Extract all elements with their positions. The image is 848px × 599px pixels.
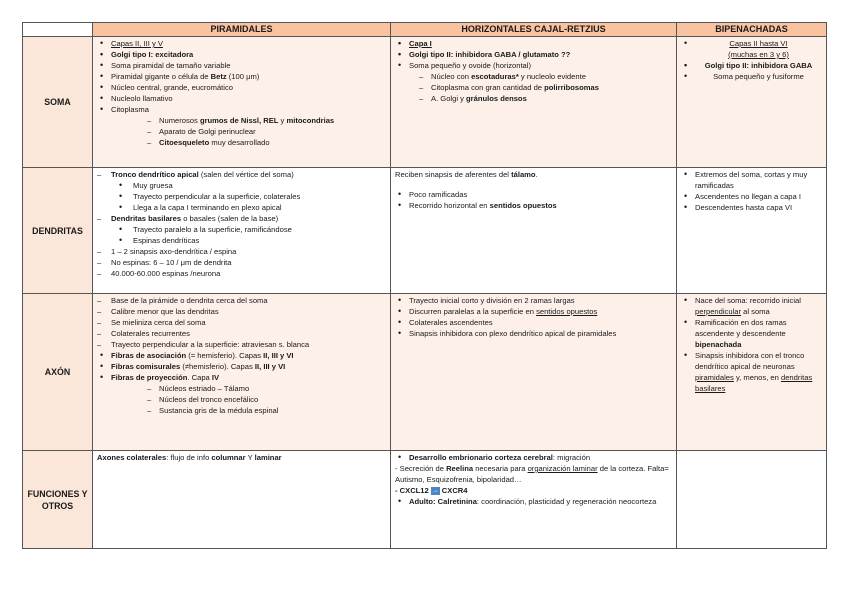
list-item	[395, 60, 672, 71]
list-item	[97, 350, 386, 361]
text: - CXCL12	[395, 486, 429, 495]
list-item	[681, 71, 822, 82]
list-item	[97, 372, 386, 383]
text: Citoesqueleto	[159, 138, 210, 147]
text-line	[395, 169, 672, 180]
text: Recorrido horizontal en	[409, 201, 490, 210]
list-item	[97, 246, 386, 257]
text: Y	[245, 453, 255, 462]
text: Trayecto perpendicular a la superficie, colaterales	[133, 192, 301, 201]
text: Ramificación en dos ramas ascendente y descendente	[695, 318, 787, 338]
list-item	[395, 93, 672, 104]
text: - Secreción de	[395, 464, 447, 473]
text: (100 μm)	[226, 72, 260, 81]
text: Sinapsis inhibidora con plexo dendrítico apical de piramidales	[409, 329, 617, 338]
corner-cell	[23, 23, 93, 37]
list-item	[395, 71, 672, 82]
text: Piramidal gigante o célula de	[111, 72, 211, 81]
header-piramidales: PIRAMIDALES	[93, 23, 391, 37]
text: Numerosos	[159, 116, 200, 125]
text: Se mieliniza cerca del soma	[111, 318, 206, 327]
list-item	[97, 224, 386, 235]
neuron-comparison-table	[22, 22, 827, 549]
text: o basales (salen de la base)	[181, 214, 279, 223]
text: Núcleos estriado – Tálamo	[159, 384, 250, 393]
text: Descendentes hasta capa VI	[695, 203, 793, 212]
list-item	[97, 180, 386, 191]
row-label-soma: SOMA	[23, 37, 93, 168]
text: sentidos opuestos	[536, 307, 598, 316]
text: y	[278, 116, 287, 125]
text: Citoplasma	[111, 105, 149, 114]
text: Núcleo con	[431, 72, 472, 81]
text: Nace del soma: recorrido inicial	[695, 296, 801, 305]
text: y nucleolo evidente	[518, 72, 586, 81]
text: (muchas en 3 y 6)	[728, 50, 789, 59]
text: (= hemisferio). Capas	[186, 351, 264, 360]
text: . Capa	[187, 373, 212, 382]
text: Adulto: Calretinina	[409, 497, 477, 506]
arrow-right-icon: →	[432, 488, 439, 494]
list-item	[395, 496, 672, 507]
text-line	[395, 485, 672, 496]
list-item	[97, 383, 386, 394]
soma-bipenachadas-cell	[677, 37, 827, 168]
text: Trayecto paralelo a la superficie, ramificándose	[133, 225, 292, 234]
funciones-piramidales-cell	[93, 451, 391, 549]
text: Reelina	[446, 464, 474, 473]
text: Muy gruesa	[133, 181, 173, 190]
funciones-horizontales-cell	[391, 451, 677, 549]
soma-piramidales-cell	[93, 37, 391, 168]
capa-text: Capa I	[409, 39, 432, 48]
text: Colaterales ascendentes	[409, 318, 493, 327]
text: Espinas dendríticas	[133, 236, 200, 245]
list-item	[97, 257, 386, 268]
text: A. Golgi y	[431, 94, 467, 103]
text: polirribosomas	[544, 83, 599, 92]
soma-shape-text: Soma piramidal de tamaño variable	[111, 61, 231, 70]
text: y, menos, en	[733, 373, 781, 382]
text: 1 – 2 sinapsis axo-dendrítica / espina	[111, 247, 237, 256]
text: II, III y VI	[263, 351, 294, 360]
row-label-funciones: FUNCIONES Y OTROS	[23, 451, 93, 549]
text: Núcleos del tronco encefálico	[159, 395, 259, 404]
list-item	[395, 38, 672, 49]
list-item	[681, 202, 822, 213]
list-item	[97, 306, 386, 317]
row-soma	[23, 37, 827, 168]
row-axon	[23, 294, 827, 451]
text: escotaduras*	[471, 72, 519, 81]
list-item	[97, 82, 386, 93]
list-item	[681, 191, 822, 202]
list-item	[97, 317, 386, 328]
list-item	[97, 213, 386, 224]
text: tálamo	[511, 170, 536, 179]
list-item	[97, 361, 386, 372]
capas-text: Capas II, III y V	[111, 39, 163, 48]
text: Sinapsis inhibidora con el tronco dendrítico apical de neuronas	[695, 351, 805, 371]
text: al soma	[741, 307, 770, 316]
row-funciones	[23, 451, 827, 549]
list-item	[97, 405, 386, 416]
text: Trayecto perpendicular a la superficie: atraviesan s. blanca	[111, 340, 310, 349]
text: Nucleolo llamativo	[111, 94, 173, 103]
text: Soma pequeño y ovoide (horizontal)	[409, 61, 531, 70]
betz-text: Betz	[210, 72, 227, 81]
text: No espinas: 6 – 10 / μm de dendrita	[111, 258, 232, 267]
text: Fibras comisurales	[111, 362, 181, 371]
golgi-text: Golgi tipo II: inhibidora GABA / glutamato ??	[409, 50, 571, 59]
text: piramidales	[695, 373, 734, 382]
list-item	[681, 38, 822, 60]
text: Trayecto inicial corto y división en 2 ramas largas	[409, 296, 575, 305]
text: de la corteza. Falta= Autismo, Esquizofrenia, bipolaridad…	[395, 464, 669, 484]
list-item	[395, 189, 672, 200]
list-item	[395, 49, 672, 60]
list-item	[97, 339, 386, 350]
text: organización laminar	[527, 464, 598, 473]
text: II, III y VI	[254, 362, 286, 371]
text: Dendritas basilares	[111, 214, 182, 223]
list-item	[97, 169, 386, 180]
list-item	[97, 235, 386, 246]
text: Discurren paralelas a la superficie en	[409, 307, 537, 316]
dendritas-horizontales-cell	[391, 168, 677, 294]
list-item	[97, 60, 386, 71]
text: Llega a la capa I terminando en plexo apical	[133, 203, 282, 212]
text: columnar	[211, 453, 246, 462]
text: Desarrollo embrionario corteza cerebral	[409, 453, 553, 462]
text: gránulos densos	[466, 94, 527, 103]
text: Colaterales recurrentes	[111, 329, 190, 338]
header-horizontales: HORIZONTALES CAJAL-RETZIUS	[391, 23, 677, 37]
golgi-text: Golgi tipo II: inhibidora GABA	[704, 61, 813, 70]
list-item	[97, 268, 386, 279]
list-item	[681, 169, 822, 191]
list-item	[97, 137, 386, 148]
list-item	[395, 200, 672, 211]
text: Tronco dendrítico apical	[111, 170, 199, 179]
text: laminar	[254, 453, 282, 462]
text: perpendicular	[695, 307, 742, 316]
text: Reciben sinapsis de aferentes del	[395, 170, 512, 179]
text: Poco ramificadas	[409, 190, 468, 199]
list-item	[97, 71, 386, 82]
dendritas-bipenachadas-cell	[677, 168, 827, 294]
list-item	[395, 452, 672, 463]
dendritas-piramidales-cell	[93, 168, 391, 294]
list-item	[97, 115, 386, 126]
list-item	[97, 104, 386, 115]
list-item	[681, 350, 822, 394]
text-line	[395, 463, 672, 485]
text: IV	[211, 373, 220, 382]
row-dendritas	[23, 168, 827, 294]
axon-bipenachadas-cell	[677, 294, 827, 451]
axon-piramidales-cell	[93, 294, 391, 451]
header-row	[23, 23, 827, 37]
text: : migración	[552, 453, 591, 462]
text: (salen del vértice del soma)	[198, 170, 294, 179]
header-bipenachadas: BIPENACHADAS	[677, 23, 827, 37]
list-item	[395, 317, 672, 328]
list-item	[97, 126, 386, 137]
row-label-axon: AXÓN	[23, 294, 93, 451]
text: Fibras de asociación	[111, 351, 187, 360]
list-item	[681, 60, 822, 71]
list-item	[97, 49, 386, 60]
list-item	[97, 328, 386, 339]
capas-text: Capas II hasta VI	[729, 39, 788, 48]
list-item	[97, 191, 386, 202]
list-item	[395, 295, 672, 306]
text: CXCR4	[441, 486, 468, 495]
text: grumos de Nissl, REL	[199, 116, 279, 125]
text: Citoplasma con gran cantidad de	[431, 83, 545, 92]
list-item	[97, 295, 386, 306]
text: : coordinación, plasticidad y regeneración neocorteza	[476, 497, 657, 506]
list-item	[681, 317, 822, 350]
text: .	[535, 170, 538, 179]
list-item	[681, 295, 822, 317]
text: Base de la pirámide o dendrita cerca del soma	[111, 296, 268, 305]
text: (≠hemisferio). Capas	[180, 362, 255, 371]
text: Extremos del soma, cortas y muy ramificadas	[695, 170, 808, 190]
text: Calibre menor que las dendritas	[111, 307, 219, 316]
text: necesaria para	[473, 464, 528, 473]
list-item	[97, 93, 386, 104]
text: dendritas basilares	[695, 373, 813, 393]
funciones-bipenachadas-cell	[677, 451, 827, 549]
row-label-dendritas: DENDRITAS	[23, 168, 93, 294]
axon-horizontales-cell	[391, 294, 677, 451]
text: sentidos opuestos	[489, 201, 557, 210]
list-item	[97, 38, 386, 49]
text: : flujo de info	[166, 453, 212, 462]
text: Sustancia gris de la médula espinal	[159, 406, 279, 415]
text: muy desarrollado	[209, 138, 270, 147]
text: Fibras de proyección	[111, 373, 188, 382]
text: Aparato de Golgi perinuclear	[159, 127, 256, 136]
list-item	[395, 306, 672, 317]
text: mitocondrias	[286, 116, 335, 125]
text: Axones colaterales	[97, 453, 167, 462]
list-item	[97, 394, 386, 405]
text-line	[97, 452, 386, 463]
list-item	[395, 82, 672, 93]
text: Núcleo central, grande, eucromático	[111, 83, 233, 92]
soma-horizontales-cell	[391, 37, 677, 168]
text: bipenachada	[695, 340, 742, 349]
text: Soma pequeño y fusiforme	[713, 72, 804, 81]
list-item	[97, 202, 386, 213]
list-item	[395, 328, 672, 339]
golgi-text: Golgi tipo I: excitadora	[111, 50, 194, 59]
text: Ascendentes no llegan a capa I	[695, 192, 801, 201]
text: 40.000-60.000 espinas /neurona	[111, 269, 221, 278]
